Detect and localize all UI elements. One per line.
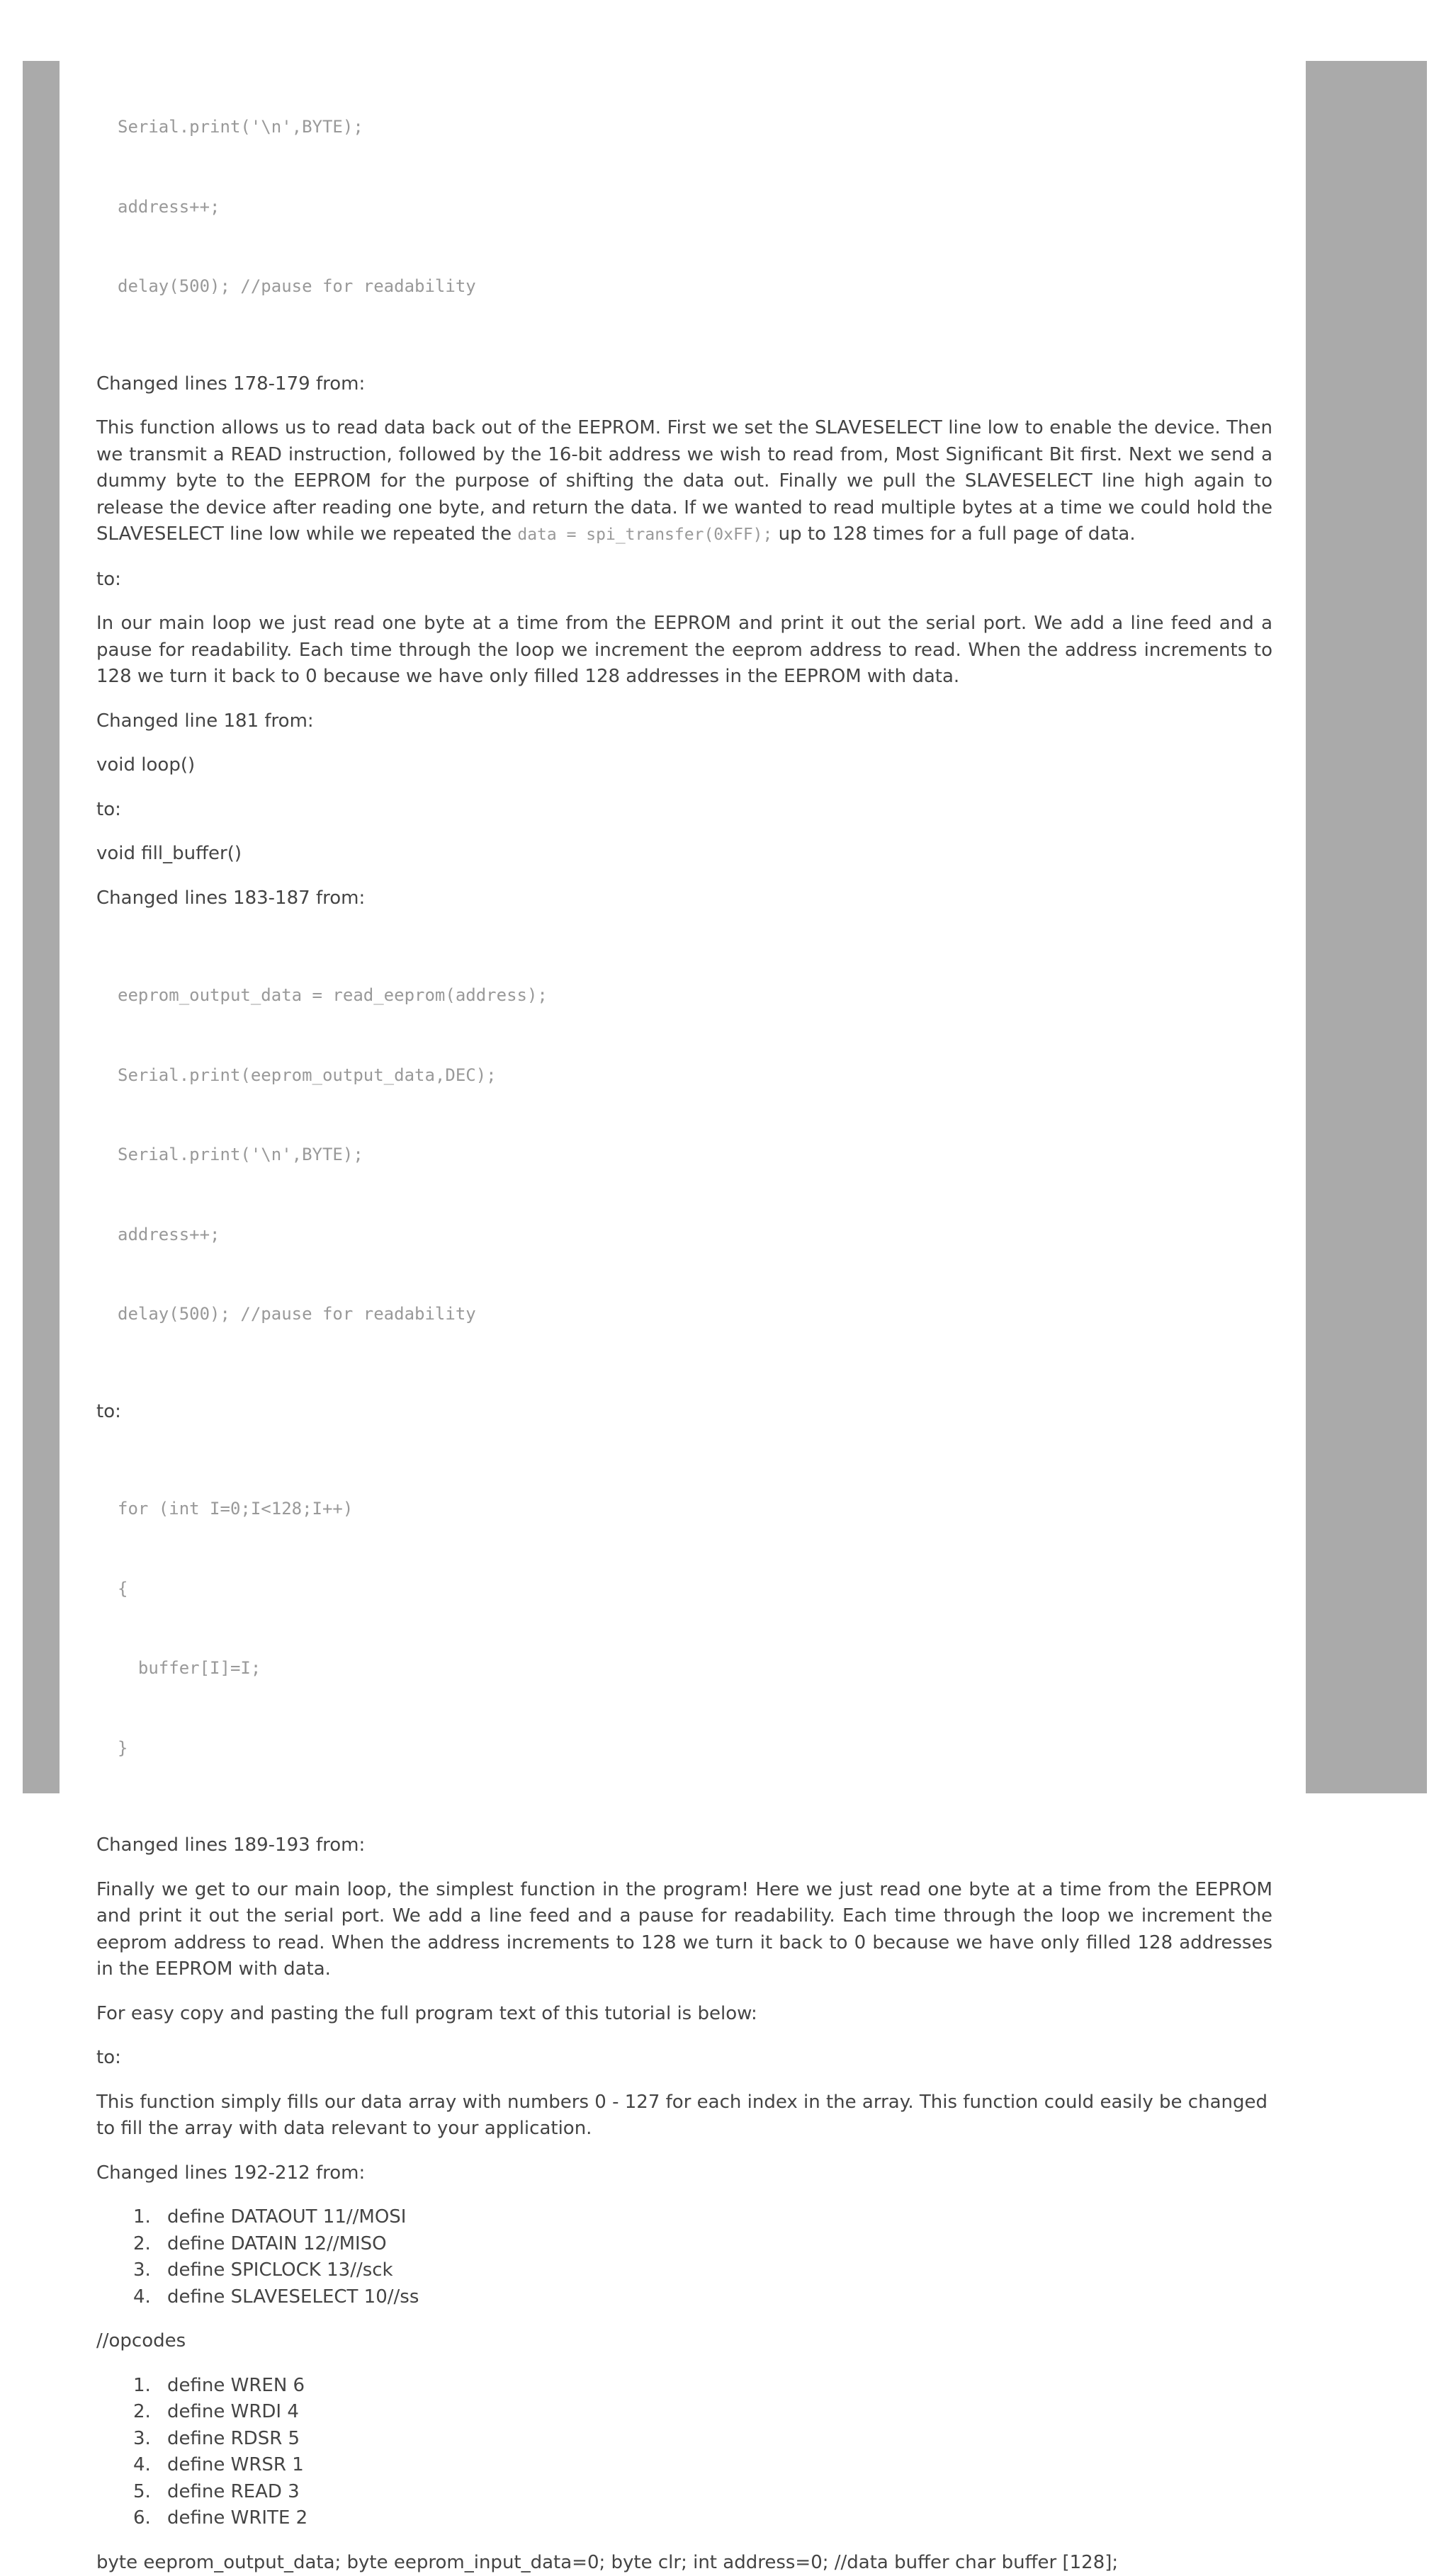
article-content	[96, 61, 1272, 2576]
code-line: buffer[I]=I;	[118, 1655, 1272, 1682]
changed-lines-192-212: Changed lines 192-212 from:	[96, 2160, 1272, 2187]
list-item	[96, 2505, 1272, 2532]
changed-lines-189-193: Changed lines 189-193 from:	[96, 1832, 1272, 1859]
opcodes-comment: //opcodes	[96, 2328, 1272, 2355]
list-text: define WRDI 4	[167, 2401, 299, 2422]
list-text: define READ 3	[167, 2481, 300, 2502]
list-number: 1.	[133, 2373, 151, 2400]
paragraph-read-function	[96, 415, 1272, 549]
void-fill-buffer-text: void fill_buffer()	[96, 841, 1272, 868]
list-number: 6.	[133, 2505, 151, 2532]
list-text: define WRSR 1	[167, 2454, 304, 2475]
code-line: }	[118, 1735, 1272, 1762]
list-text: define RDSR 5	[167, 2428, 300, 2449]
list-number: 4.	[133, 2452, 151, 2479]
list-text: define WREN 6	[167, 2375, 305, 2396]
list-number: 1.	[133, 2204, 151, 2231]
code-line: Serial.print('\n',BYTE);	[118, 1142, 1272, 1169]
list-text: define WRITE 2	[167, 2507, 307, 2529]
code-line: eeprom_output_data = read_eeprom(address);	[118, 982, 1272, 1009]
list-opcodes	[96, 2373, 1272, 2532]
changed-line-181: Changed line 181 from:	[96, 708, 1272, 735]
list-text: define SPICLOCK 13//sck	[167, 2259, 393, 2281]
byte-declarations: byte eeprom_output_data; byte eeprom_input_data=0; byte clr; int address=0; //data buffer char buffer [128];	[96, 2550, 1272, 2576]
void-loop-text: void loop()	[96, 752, 1272, 779]
list-item	[96, 2452, 1272, 2479]
code-line: {	[118, 1576, 1272, 1603]
code-line: Serial.print('\n',BYTE);	[118, 114, 1272, 141]
paragraph-finally: Finally we get to our main loop, the simplest function in the program! Here we just read one byte at a time from the EEPROM and print it out the serial port. We add a line feed and a pause for readability. Each time through the loop we increment the eeprom address to read. When the address increments to 128 we turn it back to 0 because we have only filled 128 addresses in the EEPROM with data.	[96, 1877, 1272, 1983]
list-item	[96, 2257, 1272, 2284]
paragraph-fills-array: This function simply fills our data array with numbers 0 - 127 for each index in the array. This function could easily be changed to fill the array with data relevant to your application.	[96, 2089, 1272, 2143]
list-text: define SLAVESELECT 10//ss	[167, 2286, 419, 2308]
list-item	[96, 2426, 1272, 2453]
paragraph-main-loop: In our main loop we just read one byte at a time from the EEPROM and print it out the serial port. We add a line feed and a pause for readability. Each time through the loop we increment the eeprom address to read. When the address increments to 128 we turn it back to 0 because we have only filled 128 addresses in the EEPROM with data.	[96, 611, 1272, 691]
list-text: define DATAOUT 11//MOSI	[167, 2206, 406, 2228]
list-item	[96, 2399, 1272, 2426]
list-number: 2.	[133, 2231, 151, 2258]
paragraph-easy-copy: For easy copy and pasting the full program text of this tutorial is below:	[96, 2001, 1272, 2028]
code-block-for-loop	[118, 1443, 1272, 1815]
list-item	[96, 2479, 1272, 2506]
list-item	[96, 2204, 1272, 2231]
text-segment: up to 128 times for a full page of data.	[772, 523, 1135, 545]
inline-code: data = spi_transfer(0xFF);	[517, 526, 772, 544]
list-item	[96, 2284, 1272, 2311]
code-line: address++;	[118, 194, 1272, 221]
list-number: 5.	[133, 2479, 151, 2506]
list-item	[96, 2373, 1272, 2400]
list-defines	[96, 2204, 1272, 2310]
list-number: 3.	[133, 2426, 151, 2453]
list-number: 2.	[133, 2399, 151, 2426]
to-label: to:	[96, 567, 1272, 594]
to-label: to:	[96, 797, 1272, 824]
list-item	[96, 2231, 1272, 2258]
list-number: 3.	[133, 2257, 151, 2284]
left-margin-bar	[23, 61, 60, 1793]
code-line: delay(500); //pause for readability	[118, 273, 1272, 300]
code-line: for (int I=0;I<128;I++)	[118, 1496, 1272, 1523]
to-label: to:	[96, 2045, 1272, 2072]
code-line: delay(500); //pause for readability	[118, 1301, 1272, 1328]
text-segment: This function allows us to read data back out of the EEPROM. First we set the SLAVESELECT line low to enable the device. Then we transmit a READ instruction, followed by the 16-bit address we wish to read from, Most Significant Bit first. Next we send a dummy byte to the EEPROM for the purpose of shifting the data out. Finally we pull the SLAVESELECT line high again to release the device after reading one byte, and return the data. If we wanted to read multiple bytes at a time we could hold the SLAVESELECT line low while we repeated the	[96, 417, 1272, 545]
list-number: 4.	[133, 2284, 151, 2311]
right-margin-bar	[1306, 61, 1427, 1793]
changed-lines-183-187: Changed lines 183-187 from:	[96, 885, 1272, 912]
to-label: to:	[96, 1399, 1272, 1426]
code-block-183	[118, 929, 1272, 1381]
code-line: Serial.print(eeprom_output_data,DEC);	[118, 1062, 1272, 1089]
changed-lines-178-179: Changed lines 178-179 from:	[96, 371, 1272, 398]
code-block-top	[118, 61, 1272, 353]
list-text: define DATAIN 12//MISO	[167, 2233, 387, 2254]
code-line: address++;	[118, 1222, 1272, 1249]
